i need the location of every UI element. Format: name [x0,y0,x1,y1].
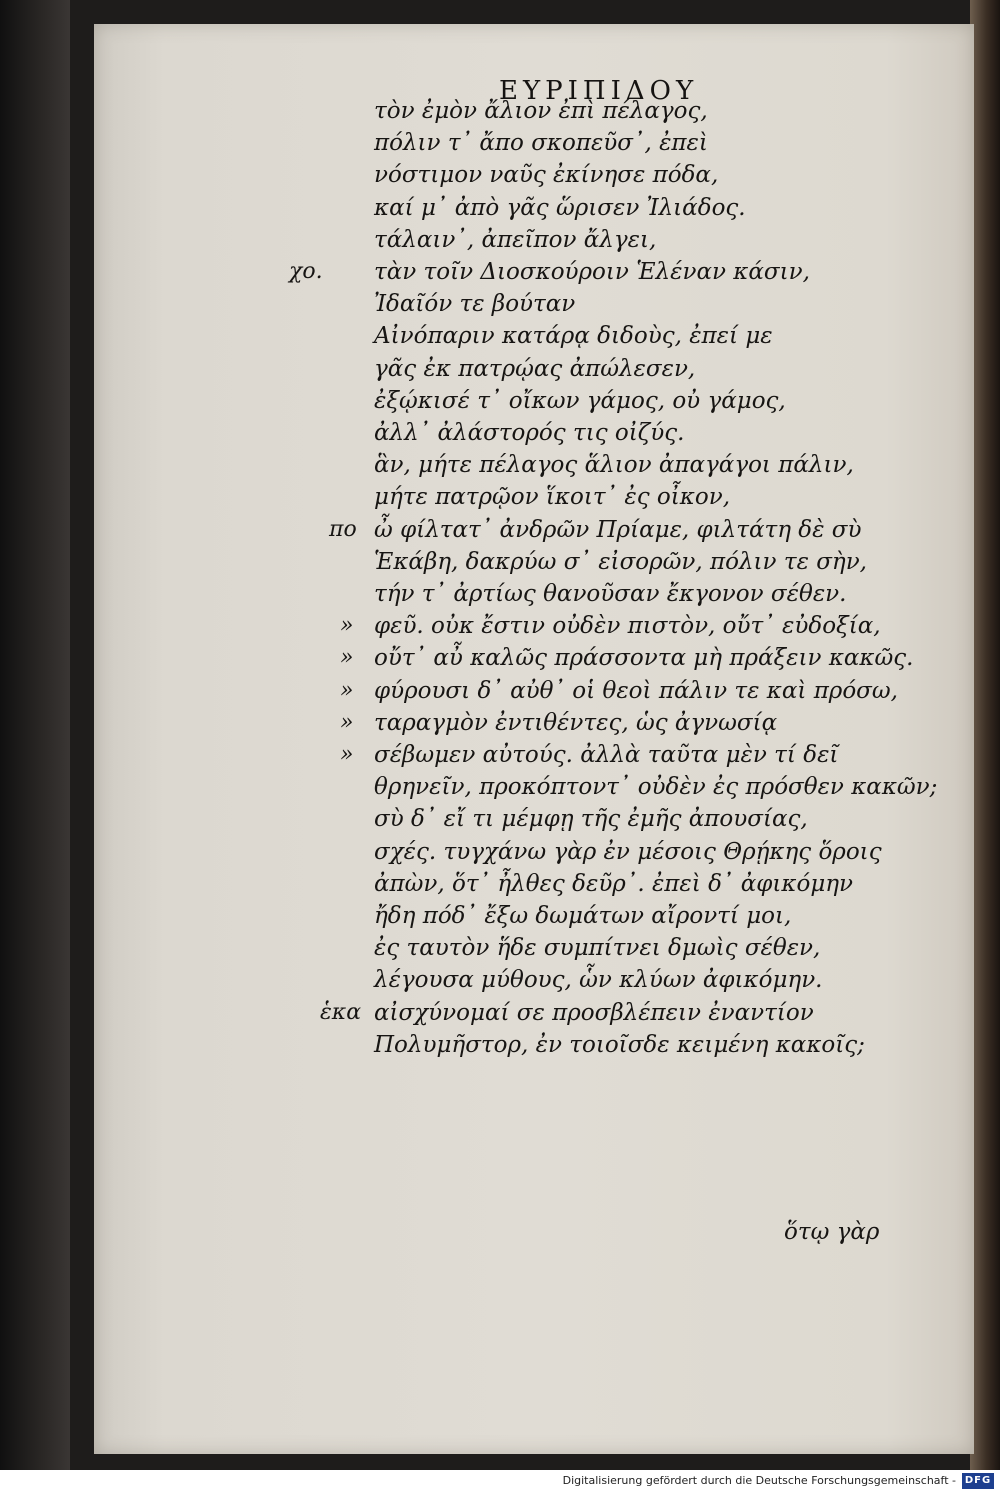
verse-line [94,482,974,518]
verse-line [94,804,974,840]
verse-line [94,708,974,744]
verse-line [94,547,974,583]
verse-line [94,128,974,164]
running-title: ΕΥΡΙΠΙΔΟΥ [499,76,699,106]
verse-line [94,579,974,615]
verse-line-text: τὸν ἐμὸν ἄλιον ἐπὶ πέλαγος, [374,98,708,124]
verse-line [94,901,974,937]
funding-credit: Digitalisierung gefördert durch die Deutsche Forschungsgemeinschaft - [562,1474,956,1487]
verse-line-text: θρηνεῖν, προκόπτοντ᾽ οὐδὲν ἐς πρόσθεν κακῶν; [374,774,938,801]
verse-line-text: οὔτ᾽ αὖ καλῶς πράσσοντα μὴ πράξειν κακῶς. [374,645,914,672]
verse-line-text: ταραγμὸν ἐντιθέντες, ὡς ἀγνωσίᾳ [374,709,778,736]
speaker-or-gnomic-marker: χο. [289,259,323,284]
speaker-or-gnomic-marker: » [340,742,354,767]
verse-line [94,933,974,969]
verse-line [94,289,974,325]
verse-line [94,450,974,486]
book-page [94,24,974,1454]
verse-line [94,354,974,390]
digitization-footer [0,1470,1000,1494]
verse-line-text: ἀλλ᾽ ἀλάστορός τις οἰζύς. [374,420,685,446]
verse-line [94,96,974,132]
verse-line-text: πόλιν τ᾽ ἄπο σκοπεῦσ᾽, ἐπεὶ [374,130,708,157]
verse-line [94,676,974,712]
verse-line [94,837,974,873]
verse-line [94,193,974,229]
dfg-logo: DFG [962,1473,994,1489]
verse-line-text: λέγουσα μύθους, ὧν κλύων ἀφικόμην. [374,967,823,994]
verse-line [94,998,974,1034]
verse-line-text: Ἑκάβη, δακρύω σ᾽ εἰσορῶν, πόλιν τε σὴν, [374,548,867,575]
verse-line-text: ἐς ταυτὸν ἥδε συμπίτνει δμωὶς σέθεν, [374,935,821,962]
verse-line-text: αἰσχύνομαί σε προσβλέπειν ἐναντίον [374,999,814,1026]
verse-line-text: φύρουσι δ᾽ αὐθ᾽ οἱ θεοὶ πάλιν τε καὶ πρόσω, [374,677,898,704]
verse-line [94,643,974,679]
verse-line [94,740,974,776]
verse-line-text: σχές. τυγχάνω γὰρ ἐν μέσοις Θρῄκης ὅροις [374,838,882,865]
verse-line [94,257,974,293]
verse-line-text: ἐξῴκισέ τ᾽ οἴκων γάμος, οὐ γάμος, [374,387,786,414]
speaker-or-gnomic-marker: » [340,645,354,671]
verse-line [94,772,974,808]
verse-line-text: καί μ᾽ ἀπὸ γᾶς ὥρισεν Ἰλιάδος. [374,194,746,221]
speaker-or-gnomic-marker: » [340,677,354,703]
speaker-or-gnomic-marker: πο [329,516,357,542]
verse-line [94,386,974,422]
verse-line-text: φεῦ. οὐκ ἔστιν οὐδὲν πιστὸν, οὔτ᾽ εὐδοξία, [374,613,881,640]
verse-line [94,418,974,454]
verse-line [94,321,974,357]
verse-line-text: τάλαιν᾽, ἀπεῖπον ἄλγει, [374,226,657,253]
verse-line-text: νόστιμον ναῦς ἐκίνησε πόδα, [374,162,719,189]
verse-line-text: μήτε πατρῷον ἵκοιτ᾽ ἐς οἶκον, [374,484,731,511]
verse-line [94,611,974,647]
scan-dark-background-left [0,0,70,1470]
verse-line-text: ὦ φίλτατ᾽ ἀνδρῶν Πρίαμε, φιλτάτη δὲ σὺ [374,516,862,543]
verse-line-text: σέβωμεν αὐτούς. ἀλλὰ ταῦτα μὲν τί δεῖ [374,742,839,768]
catchword: ὅτῳ γὰρ [784,1219,880,1245]
verse-line [94,965,974,1001]
speaker-or-gnomic-marker: » [340,709,354,735]
verse-line [94,1030,974,1066]
book-page-edge-right [970,0,1000,1470]
verse-line [94,160,974,196]
verse-line-text: ἀπὼν, ὅτ᾽ ἦλθες δεῦρ᾽. ἐπεὶ δ᾽ ἀφικόμην [374,870,854,897]
verse-line [94,869,974,905]
verse-line-text: Πολυμῆστορ, ἐν τοιοῖσδε κειμένη κακοῖς; [374,1031,865,1058]
verse-line-text: σὺ δ᾽ εἴ τι μέμφῃ τῆς ἐμῆς ἀπουσίας, [374,806,808,833]
speaker-or-gnomic-marker: » [340,613,354,639]
verse-line [94,225,974,261]
verse-line-text: Ἰδαῖόν τε βούταν [374,291,576,318]
verse-line [94,515,974,551]
verse-line-text: τήν τ᾽ ἀρτίως θανοῦσαν ἔκγονον σέθεν. [374,581,847,607]
verse-line-text: τὰν τοῖν Διοσκούροιν Ἑλέναν κάσιν, [374,259,810,285]
verse-line-text: γᾶς ἐκ πατρῴας ἀπώλεσεν, [374,355,696,382]
verse-line-text: ἤδη πόδ᾽ ἔξω δωμάτων αἴροντί μοι, [374,903,792,929]
speaker-or-gnomic-marker: ἑκα [320,999,362,1025]
verse-line-text: ἃν, μήτε πέλαγος ἅλιον ἀπαγάγοι πάλιν, [374,452,854,479]
verse-line-text: Αἰνόπαριν κατάρᾳ διδοὺς, ἐπεί με [374,323,773,350]
